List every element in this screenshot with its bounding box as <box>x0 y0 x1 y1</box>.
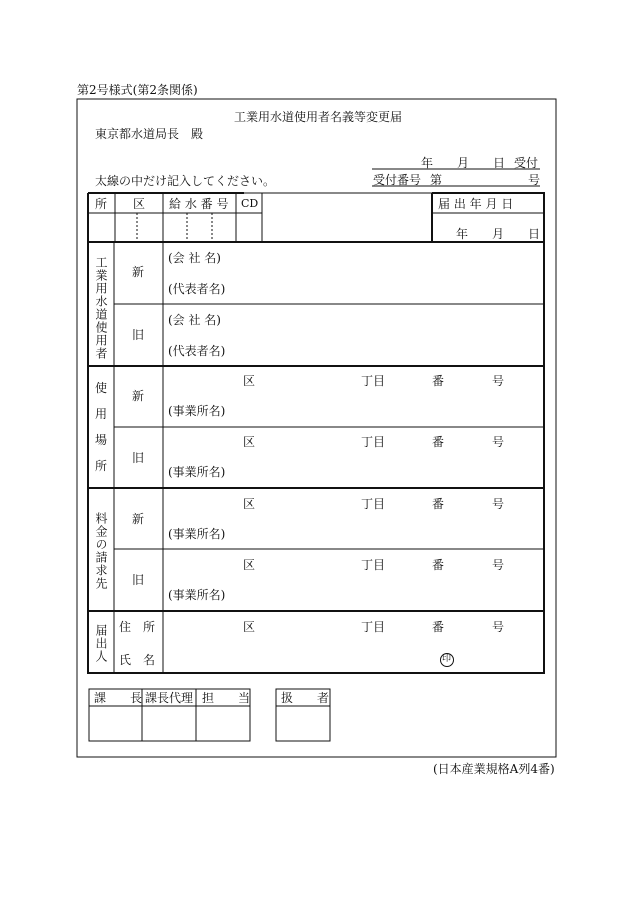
location-new-gou: 号 <box>492 374 505 388</box>
approval-deputy: 課長代理 <box>145 691 194 705</box>
billing-new: 新 <box>132 512 145 526</box>
section-billing: 料金の請求先 <box>94 512 108 590</box>
billing-old-office: (事業所名) <box>168 588 226 602</box>
receipt-go: 号 <box>528 173 541 187</box>
billing-new-gou: 号 <box>492 497 505 511</box>
location-old-chome: 丁目 <box>361 435 386 449</box>
location-new-office: (事業所名) <box>168 404 226 418</box>
section-location-4: 所 <box>95 459 108 473</box>
section-location-1: 使 <box>95 381 108 395</box>
approval-tanto: 担 当 <box>202 691 251 705</box>
addressee: 東京都水道局長 殿 <box>95 127 204 141</box>
instruction: 太線の中だけ記入してください。 <box>95 174 276 188</box>
notifier-gou: 号 <box>492 620 505 634</box>
section-notifier: 届出人 <box>94 624 108 663</box>
billing-old: 旧 <box>132 573 145 587</box>
header-ymd: 年 月 日 <box>456 227 541 241</box>
header-notify-date: 届 出 年 月 日 <box>438 197 514 211</box>
user-new-company: (会 社 名) <box>168 251 221 265</box>
receipt-dai: 第 <box>430 173 443 187</box>
billing-old-ku: 区 <box>243 558 256 572</box>
notifier-ku: 区 <box>243 620 256 634</box>
section-user: 工業用水道使用者 <box>94 256 108 360</box>
location-old-office: (事業所名) <box>168 465 226 479</box>
location-old-ku: 区 <box>243 435 256 449</box>
seal-mark: 印 <box>442 654 452 664</box>
section-location-3: 場 <box>95 433 108 447</box>
location-old: 旧 <box>132 451 145 465</box>
location-old-ban: 番 <box>432 435 445 449</box>
billing-new-chome: 丁目 <box>361 497 386 511</box>
billing-old-chome: 丁目 <box>361 558 386 572</box>
location-new-chome: 丁目 <box>361 374 386 388</box>
location-new-ban: 番 <box>432 374 445 388</box>
user-old-company: (会 社 名) <box>168 313 221 327</box>
receipt-date: 年 月 日 <box>421 156 506 170</box>
paper-size-note: (日本産業規格A列4番) <box>433 762 555 776</box>
billing-old-gou: 号 <box>492 558 505 572</box>
receipt-receive: 受付 <box>514 156 539 170</box>
user-new: 新 <box>132 265 145 279</box>
section-location-2: 用 <box>95 407 108 421</box>
header-sho: 所 <box>95 197 108 211</box>
header-supply-number: 給 水 番 号 <box>169 197 229 211</box>
approval-chief: 課 長 <box>94 691 143 705</box>
billing-new-office: (事業所名) <box>168 527 226 541</box>
form-number: 第2号様式(第2条関係) <box>77 83 198 97</box>
user-new-rep: (代表者名) <box>168 282 226 296</box>
location-new: 新 <box>132 389 145 403</box>
header-ku: 区 <box>133 197 146 211</box>
approval-handler: 扱 者 <box>281 691 330 705</box>
form-title: 工業用水道使用者名義等変更届 <box>234 110 403 124</box>
location-old-gou: 号 <box>492 435 505 449</box>
user-old: 旧 <box>132 328 145 342</box>
notifier-address-label: 住 所 <box>119 620 156 634</box>
billing-new-ku: 区 <box>243 497 256 511</box>
billing-new-ban: 番 <box>432 497 445 511</box>
notifier-chome: 丁目 <box>361 620 386 634</box>
header-cd: CD <box>241 197 259 210</box>
notifier-name-label: 氏 名 <box>119 653 156 667</box>
location-new-ku: 区 <box>243 374 256 388</box>
notifier-ban: 番 <box>432 620 445 634</box>
receipt-number-label: 受付番号 <box>373 173 422 187</box>
user-old-rep: (代表者名) <box>168 344 226 358</box>
billing-old-ban: 番 <box>432 558 445 572</box>
